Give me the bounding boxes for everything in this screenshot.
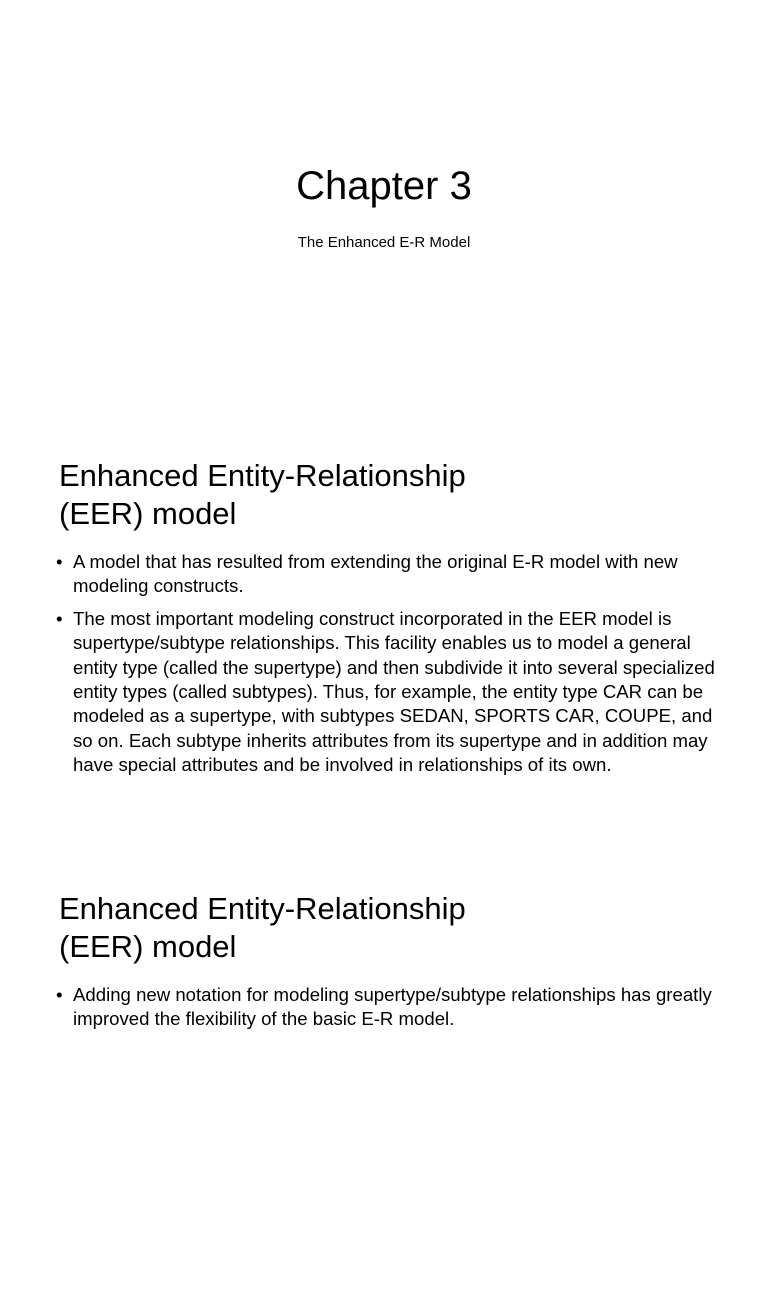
content-slide-eer-definition bbox=[0, 432, 768, 864]
bullet-marker: • bbox=[56, 984, 63, 1005]
bullet-list bbox=[56, 550, 726, 786]
slide-title: Chapter 3 bbox=[296, 164, 472, 208]
bullet-text: A model that has resulted from extending the original E-R model with new modeling constructs. bbox=[73, 551, 678, 597]
title-slide bbox=[0, 0, 768, 432]
slide-heading bbox=[59, 457, 579, 533]
slide-subtitle: The Enhanced E-R Model bbox=[297, 234, 471, 251]
bullet-list bbox=[56, 983, 726, 1040]
bullet-item bbox=[56, 607, 726, 778]
slide-heading-line-1: Enhanced Entity-Relationship bbox=[59, 891, 466, 926]
bullet-text: Adding new notation for modeling supertype/subtype relationships has greatly improved the flexibility of the basic E-R model. bbox=[73, 984, 712, 1030]
bullet-item bbox=[56, 550, 726, 599]
bullet-text: The most important modeling construct incorporated in the EER model is supertype/subtype relationships. This facility enables us to model a general entity type (called the supertype) and then subdivide it into several specialized entity types (called subtypes). Thus, for example, the entity type CAR can be modeled as a supertype, with subtypes SEDAN, SPORTS CAR, COUPE, and so on. Each subtype inherits attributes from its supertype and in addition may have special attributes and be involved in relationships of its own. bbox=[73, 607, 715, 776]
slide-heading-line-1: Enhanced Entity-Relationship bbox=[59, 458, 466, 493]
bullet-marker: • bbox=[56, 607, 63, 629]
slide-heading bbox=[59, 890, 579, 966]
content-slide-eer-notation bbox=[0, 864, 768, 1296]
slide-heading-line-2: (EER) model bbox=[59, 496, 237, 531]
slide-heading-line-2: (EER) model bbox=[59, 929, 237, 964]
bullet-marker: • bbox=[56, 551, 63, 572]
bullet-item bbox=[56, 983, 726, 1032]
